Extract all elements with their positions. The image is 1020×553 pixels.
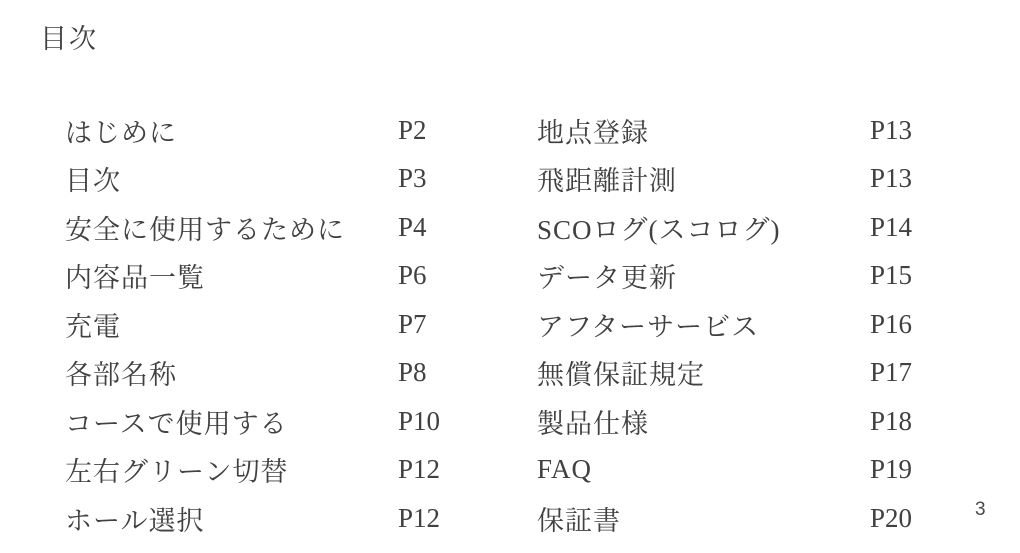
- toc-column-left: [65, 106, 537, 543]
- toc-entry: [65, 300, 537, 349]
- toc-entry: [537, 397, 987, 446]
- toc-entry: [65, 349, 537, 398]
- toc-entry: [65, 494, 537, 543]
- toc-entry: [65, 106, 537, 155]
- toc-entry: [537, 300, 987, 349]
- toc-entry-page: P18: [870, 405, 913, 436]
- toc-entry-label: 地点登録: [537, 117, 649, 148]
- toc-entry-label: 飛距離計測: [537, 166, 677, 197]
- toc-entry-page: P15: [870, 260, 913, 291]
- toc-entry: [537, 446, 987, 495]
- toc-entry-page: P20: [870, 502, 913, 533]
- toc-entry-page: P3: [398, 163, 427, 194]
- toc-entry-page: P12: [398, 454, 441, 485]
- toc-entry-label: 充電: [65, 311, 121, 342]
- toc-entry: [65, 397, 537, 446]
- toc-entry: [537, 155, 987, 204]
- toc-entry-label: 安全に使用するために: [65, 214, 345, 245]
- toc-entry: [537, 349, 987, 398]
- page-number: 3: [975, 499, 986, 520]
- toc-entry-page: P4: [398, 211, 427, 242]
- toc-entry-label: 目次: [65, 166, 121, 197]
- toc-entry-page: P2: [398, 114, 427, 145]
- page-title: 目次: [40, 24, 98, 54]
- toc: [65, 106, 987, 543]
- toc-entry-page: P6: [398, 260, 427, 291]
- toc-entry-label: 無償保証規定: [537, 360, 705, 391]
- toc-entry-label: FAQ: [537, 454, 593, 485]
- toc-entry-page: P8: [398, 357, 427, 388]
- toc-entry: [65, 252, 537, 301]
- toc-entry-page: P17: [870, 357, 913, 388]
- toc-entry-label: はじめに: [65, 117, 177, 148]
- toc-entry: [537, 252, 987, 301]
- toc-entry-label: SCOログ(スコログ): [537, 214, 781, 245]
- toc-entry: [537, 203, 987, 252]
- toc-entry-label: 製品仕様: [537, 408, 649, 439]
- toc-entry-label: コースで使用する: [65, 408, 288, 439]
- toc-entry: [65, 155, 537, 204]
- toc-column-right: [537, 106, 987, 543]
- toc-entry-label: データ更新: [537, 263, 677, 294]
- toc-entry: [537, 106, 987, 155]
- toc-entry-page: P12: [398, 502, 441, 533]
- toc-entry: [537, 494, 987, 543]
- toc-entry-page: P13: [870, 114, 913, 145]
- toc-entry-page: P7: [398, 308, 427, 339]
- toc-entry-label: ホール選択: [65, 505, 205, 536]
- toc-entry-page: P19: [870, 454, 913, 485]
- toc-entry-page: P16: [870, 308, 913, 339]
- toc-entry-label: アフターサービス: [537, 311, 760, 342]
- toc-entry-label: 左右グリーン切替: [65, 457, 289, 488]
- toc-entry-label: 内容品一覧: [65, 263, 205, 294]
- toc-entry-page: P10: [398, 405, 441, 436]
- toc-entry: [65, 446, 537, 495]
- toc-entry-page: P13: [870, 163, 913, 194]
- toc-entry: [65, 203, 537, 252]
- toc-entry-page: P14: [870, 211, 913, 242]
- toc-entry-label: 各部名称: [65, 360, 177, 391]
- toc-entry-label: 保証書: [537, 505, 621, 536]
